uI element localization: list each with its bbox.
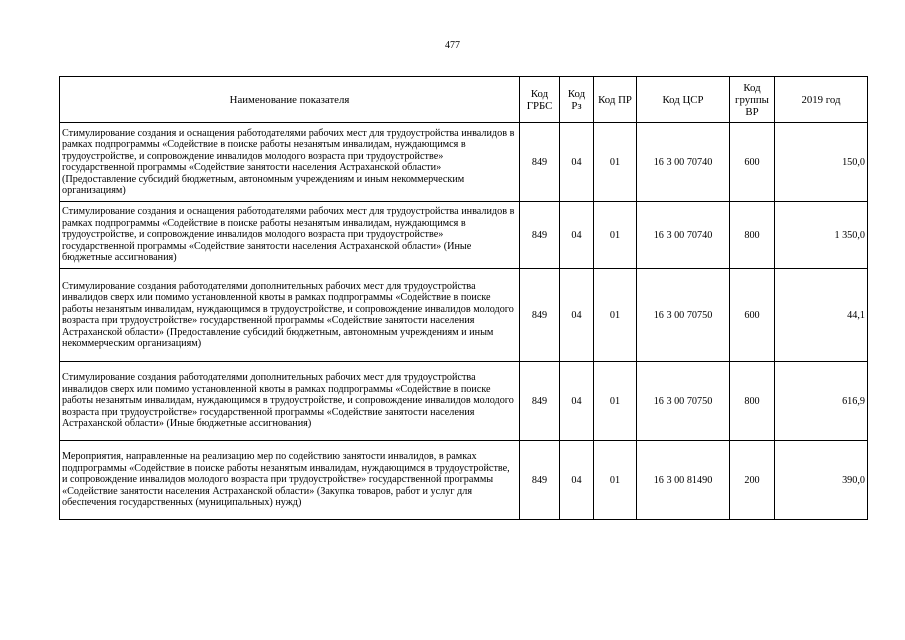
cell-value: 1 350,0 bbox=[775, 202, 868, 269]
header-vr: Код группы ВР bbox=[730, 77, 775, 123]
cell-csr: 16 3 00 70750 bbox=[637, 362, 730, 441]
cell-value: 616,9 bbox=[775, 362, 868, 441]
cell-name: Стимулирование создания работодателями дополнительных рабочих мест для трудоустройства инвалидов сверх или помимо установленной квоты в рамках подпрограммы «Содействие в поиске работы незанятым инвалидам, нуждающимся в трудоустройстве, и сопровождение инвалидов молодого возраста при трудоустройстве» государственной программы «Содействие занятости населения Астраханской области» (Иные бюджетные ассигнования) bbox=[60, 362, 520, 441]
budget-table bbox=[59, 76, 868, 520]
cell-vr: 200 bbox=[730, 441, 775, 520]
table-row bbox=[60, 362, 868, 441]
table-row bbox=[60, 269, 868, 362]
table-row bbox=[60, 123, 868, 202]
cell-csr: 16 3 00 81490 bbox=[637, 441, 730, 520]
cell-value: 390,0 bbox=[775, 441, 868, 520]
page-number: 477 bbox=[445, 40, 460, 51]
cell-rz: 04 bbox=[560, 202, 594, 269]
cell-pr: 01 bbox=[594, 202, 637, 269]
cell-pr: 01 bbox=[594, 362, 637, 441]
cell-pr: 01 bbox=[594, 441, 637, 520]
header-rz: Код Рз bbox=[560, 77, 594, 123]
cell-pr: 01 bbox=[594, 123, 637, 202]
cell-grbs: 849 bbox=[520, 362, 560, 441]
table-row bbox=[60, 441, 868, 520]
cell-rz: 04 bbox=[560, 123, 594, 202]
cell-name: Стимулирование создания и оснащения работодателями рабочих мест для трудоустройства инвалидов в рамках подпрограммы «Содействие в поиске работы незанятым инвалидам, нуждающимся в трудоустройстве, и сопровождение инвалидов молодого возраста при трудоустройстве» государственной программы «Содействие занятости населения Астраханской области» (Предоставление субсидий бюджетным, автономным учреждениям и иным некоммерческим организациям) bbox=[60, 123, 520, 202]
cell-grbs: 849 bbox=[520, 202, 560, 269]
cell-value: 44,1 bbox=[775, 269, 868, 362]
cell-vr: 600 bbox=[730, 123, 775, 202]
header-pr: Код ПР bbox=[594, 77, 637, 123]
cell-csr: 16 3 00 70750 bbox=[637, 269, 730, 362]
cell-rz: 04 bbox=[560, 441, 594, 520]
table-row bbox=[60, 202, 868, 269]
cell-vr: 800 bbox=[730, 362, 775, 441]
cell-vr: 600 bbox=[730, 269, 775, 362]
cell-grbs: 849 bbox=[520, 123, 560, 202]
table-header-row bbox=[60, 77, 868, 123]
cell-vr: 800 bbox=[730, 202, 775, 269]
cell-name: Стимулирование создания работодателями дополнительных рабочих мест для трудоустройства инвалидов сверх или помимо установленной квоты в рамках подпрограммы «Содействие в поиске работы незанятым инвалидам, нуждающимся в трудоустройстве, и сопровождение инвалидов молодого возраста при трудоустройстве» государственной программы «Содействие занятости населения Астраханской области» (Предоставление субсидий бюджетным, автономным учреждениям и иным некоммерческим организациям) bbox=[60, 269, 520, 362]
cell-name: Стимулирование создания и оснащения работодателями рабочих мест для трудоустройства инвалидов в рамках подпрограммы «Содействие в поиске работы незанятым инвалидам, нуждающимся в трудоустройстве, и сопровождение инвалидов молодого возраста при трудоустройстве» государственной программы «Содействие занятости населения Астраханской области» (Иные бюджетные ассигнования) bbox=[60, 202, 520, 269]
header-csr: Код ЦСР bbox=[637, 77, 730, 123]
header-year: 2019 год bbox=[775, 77, 868, 123]
cell-grbs: 849 bbox=[520, 441, 560, 520]
header-name: Наименование показателя bbox=[60, 77, 520, 123]
cell-name: Мероприятия, направленные на реализацию мер по содействию занятости инвалидов, в рамках подпрограммы «Содействие в поиске работы незанятым инвалидам, нуждающимся в трудоустройстве, и сопровождение инвалидов молодого возраста при трудоустройстве» государственной программы «Содействие занятости населения Астраханской области» (Закупка товаров, работ и услуг для обеспечения государственных (муниципальных) нужд) bbox=[60, 441, 520, 520]
cell-grbs: 849 bbox=[520, 269, 560, 362]
cell-rz: 04 bbox=[560, 269, 594, 362]
cell-csr: 16 3 00 70740 bbox=[637, 202, 730, 269]
cell-rz: 04 bbox=[560, 362, 594, 441]
cell-value: 150,0 bbox=[775, 123, 868, 202]
cell-pr: 01 bbox=[594, 269, 637, 362]
header-grbs: Код ГРБС bbox=[520, 77, 560, 123]
cell-csr: 16 3 00 70740 bbox=[637, 123, 730, 202]
